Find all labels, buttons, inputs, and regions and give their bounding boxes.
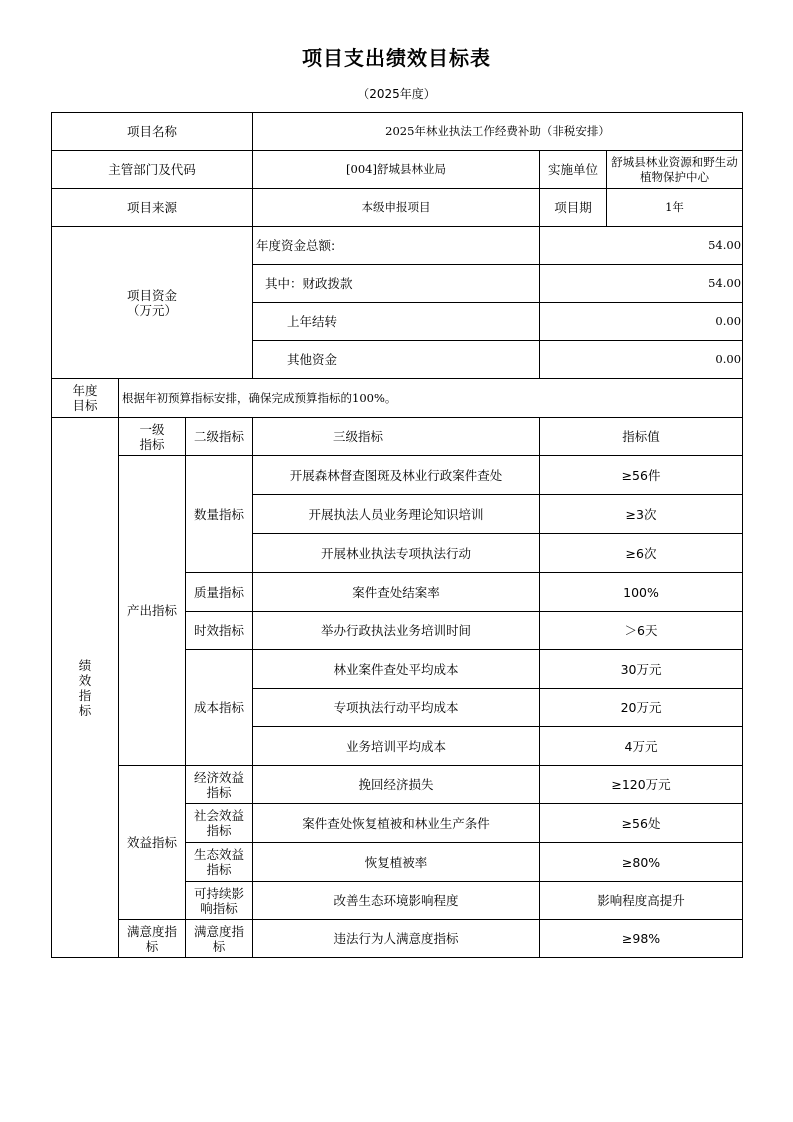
funds-total-value: 54.00 [540,227,743,265]
satisfaction-level2: 满意度指标 [186,920,253,958]
cost-item-3-name: 业务培训平均成本 [253,727,540,766]
benefit-label: 效益指标 [119,766,186,920]
timeliness-label: 时效指标 [186,612,253,650]
quantity-label: 数量指标 [186,456,253,573]
header-level1: 一级 指标 [119,418,186,456]
header-level3: 三级指标 [253,418,540,456]
header-level2: 二级指标 [186,418,253,456]
funds-total-label: 年度资金总额: [253,227,540,265]
quantity-item-1-value: ≥56件 [540,456,743,495]
funds-other-label: 其他资金 [253,341,540,379]
impl-unit-value: 舒城县林业资源和野生动植物保护中心 [607,151,743,189]
funds-carryover-value: 0.00 [540,303,743,341]
output-label: 产出指标 [119,456,186,766]
impl-unit-label: 实施单位 [540,151,607,189]
dept-label: 主管部门及代码 [52,151,253,189]
benefit-social-value: ≥56处 [540,804,743,843]
funds-carryover-label: 上年结转 [253,303,540,341]
performance-table [51,112,743,958]
timeliness-value: ＞6天 [540,612,743,650]
benefit-sustainable-label: 可持续影响指标 [186,882,253,920]
quality-name: 案件查处结案率 [253,573,540,612]
period-value: 1年 [607,189,743,227]
benefit-economic-name: 挽回经济损失 [253,766,540,804]
cost-item-2-value: 20万元 [540,689,743,727]
year-label: （2025年度） [357,87,436,101]
funds-fiscal-value: 54.00 [540,265,743,303]
benefit-ecological-name: 恢复植被率 [253,843,540,882]
benefit-sustainable-name: 改善生态环境影响程度 [253,882,540,920]
cost-label: 成本指标 [186,650,253,766]
cost-item-3-value: 4万元 [540,727,743,766]
quantity-item-2-name: 开展执法人员业务理论知识培训 [253,495,540,534]
period-label: 项目期 [540,189,607,227]
quality-label: 质量指标 [186,573,253,612]
indicators-section-label: 绩 效 指 标 [52,418,119,958]
project-name-label: 项目名称 [52,113,253,151]
cost-item-1-value: 30万元 [540,650,743,689]
timeliness-name: 举办行政执法业务培训时间 [253,612,540,650]
page-title: 项目支出绩效目标表 [302,46,491,70]
funds-label: 项目资金 （万元） [52,227,253,379]
satisfaction-name: 违法行为人满意度指标 [253,920,540,958]
benefit-social-name: 案件查处恢复植被和林业生产条件 [253,804,540,843]
source-label: 项目来源 [52,189,253,227]
quantity-item-3-value: ≥6次 [540,534,743,573]
quantity-item-3-name: 开展林业执法专项执法行动 [253,534,540,573]
funds-other-value: 0.00 [540,341,743,379]
annual-goal-text: 根据年初预算指标安排，确保完成预算指标的100%。 [119,379,743,418]
cost-item-2-name: 专项执法行动平均成本 [253,689,540,727]
benefit-economic-label: 经济效益指标 [186,766,253,804]
funds-fiscal-label: 其中：财政拨款 [253,265,540,303]
quantity-item-2-value: ≥3次 [540,495,743,534]
source-value: 本级申报项目 [253,189,540,227]
annual-goal-label: 年度 目标 [52,379,119,418]
benefit-economic-value: ≥120万元 [540,766,743,804]
cost-item-1-name: 林业案件查处平均成本 [253,650,540,689]
quantity-item-1-name: 开展森林督查图斑及林业行政案件查处 [253,456,540,495]
satisfaction-value: ≥98% [540,920,743,958]
satisfaction-label: 满意度指 标 [119,920,186,958]
quality-value: 100% [540,573,743,612]
benefit-ecological-value: ≥80% [540,843,743,882]
header-value: 指标值 [540,418,743,456]
dept-value: [004]舒城县林业局 [253,151,540,189]
benefit-sustainable-value: 影响程度高提升 [540,882,743,920]
benefit-ecological-label: 生态效益指标 [186,843,253,882]
project-name-value: 2025年林业执法工作经费补助（非税安排） [253,113,743,151]
benefit-social-label: 社会效益指标 [186,804,253,843]
